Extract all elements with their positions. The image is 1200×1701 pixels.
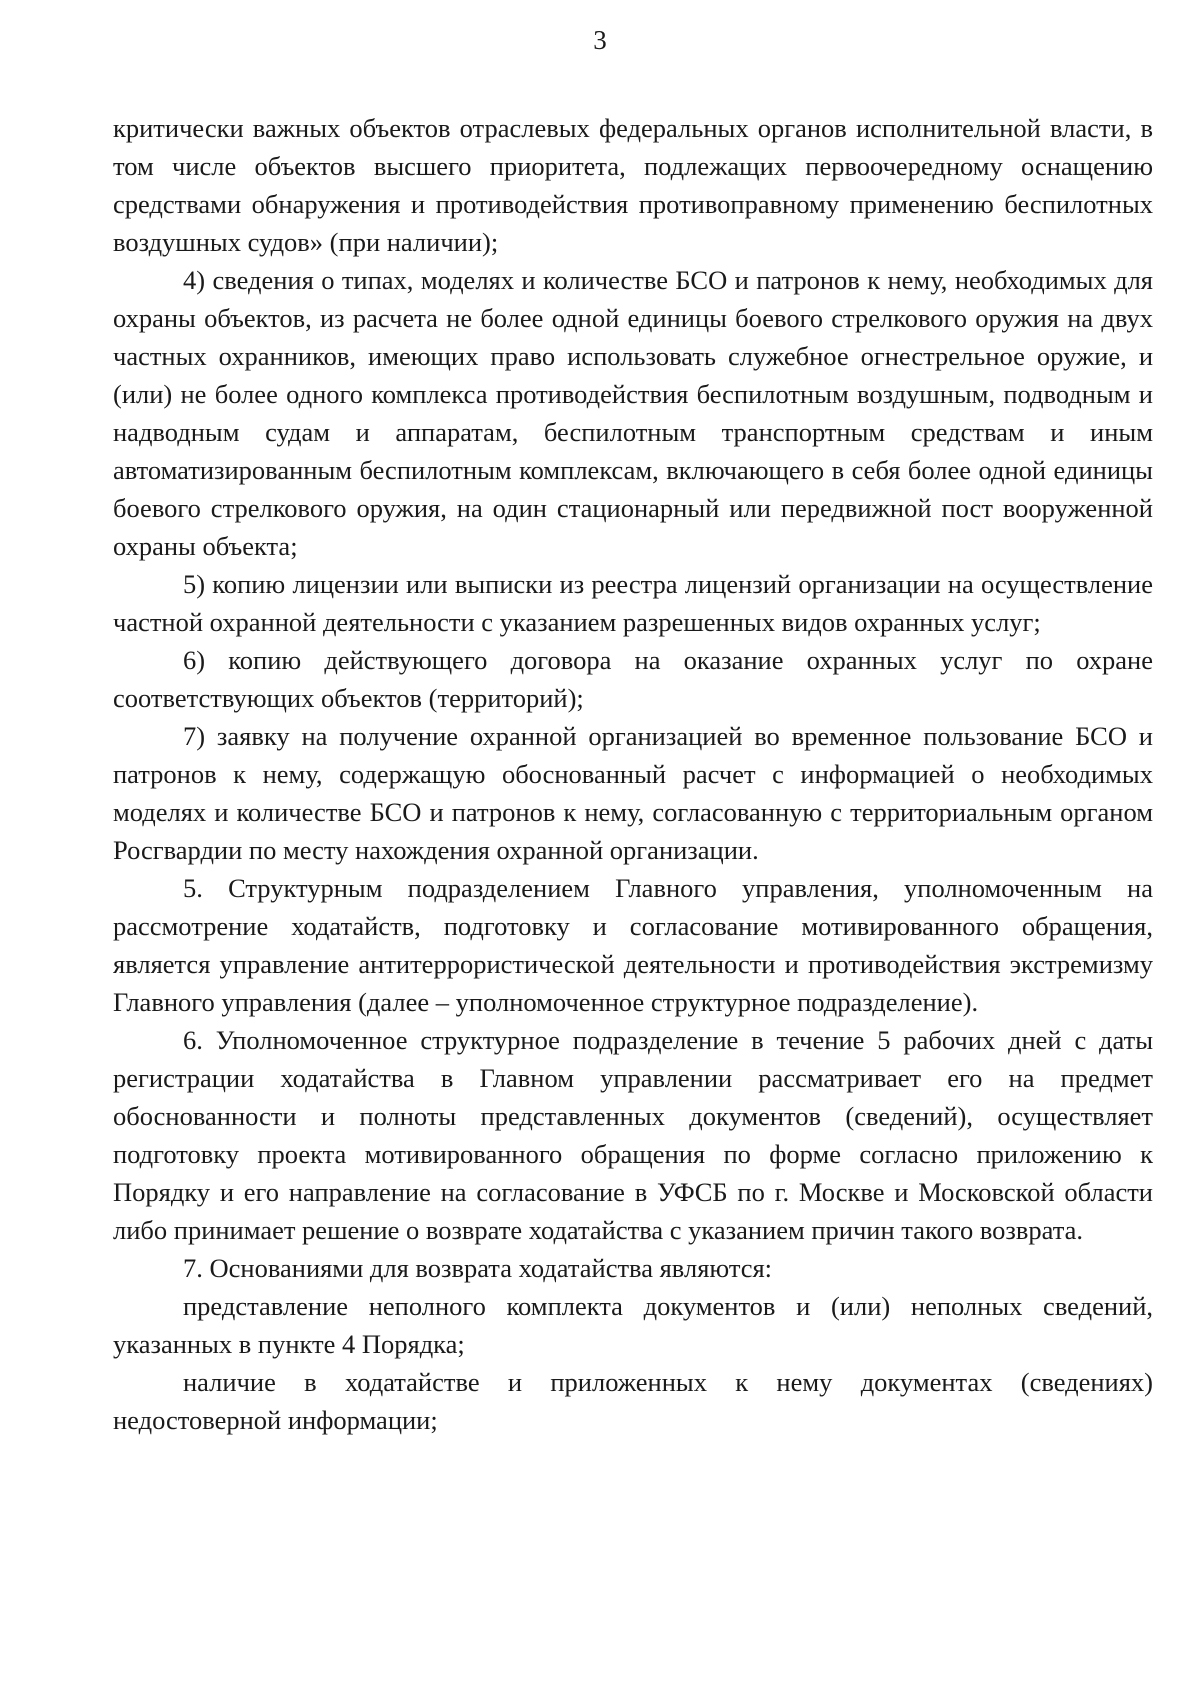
paragraph-clause-6: 6. Уполномоченное структурное подразделение в течение 5 рабочих дней с даты регистрации ходатайства в Главном управлении рассматривает его на предмет обоснованности и полноты представленных документов (сведений), осуществляет подготовку проекта мотивированного обращения по форме согласно приложению к Порядку и его направление на согласование в УФСБ по г. Москве и Московской области либо принимает решение о возврате ходатайства с указанием причин такого возврата.	[113, 1025, 1153, 1245]
page-number: 3	[593, 25, 607, 55]
paragraph-item-6: 6) копию действующего договора на оказание охранных услуг по охране соответствующих объектов (территорий);	[113, 645, 1153, 713]
paragraph-item-7: 7) заявку на получение охранной организацией во временное пользование БСО и патронов к нему, содержащую обоснованный расчет с информацией о необходимых моделях и количестве БСО и патронов к нему, согласованную с территориальным органом Росгвардии по месту нахождения охранной организации.	[113, 721, 1153, 865]
paragraph-clause-5: 5. Структурным подразделением Главного управления, уполномоченным на рассмотрение ходатайств, подготовку и согласование мотивированного обращения, является управление антитеррористической деятельности и противодействия экстремизму Главного управления (далее – уполномоченное структурное подразделение).	[113, 873, 1153, 1017]
paragraph-return-ground-1: представление неполного комплекта документов и (или) неполных сведений, указанных в пункте 4 Порядка;	[113, 1291, 1153, 1359]
document-body	[113, 109, 1153, 1439]
paragraph-return-ground-2: наличие в ходатайстве и приложенных к нему документах (сведениях) недостоверной информации;	[113, 1367, 1153, 1435]
paragraph-item-5: 5) копию лицензии или выписки из реестра лицензий организации на осуществление частной охранной деятельности с указанием разрешенных видов охранных услуг;	[113, 569, 1153, 637]
paragraph-continuation: критически важных объектов отраслевых федеральных органов исполнительной власти, в том числе объектов высшего приоритета, подлежащих первоочередному оснащению средствами обнаружения и противодействия противоправному применению беспилотных воздушных судов» (при наличии);	[113, 113, 1153, 257]
paragraph-item-4: 4) сведения о типах, моделях и количестве БСО и патронов к нему, необходимых для охраны объектов, из расчета не более одной единицы боевого стрелкового оружия на двух частных охранников, имеющих право использовать служебное огнестрельное оружие, и (или) не более одного комплекса противодействия беспилотным воздушным, подводным и надводным судам и аппаратам, беспилотным транспортным средствам и иным автоматизированным беспилотным комплексам, включающего в себя более одной единицы боевого стрелкового оружия, на один стационарный или передвижной пост вооруженной охраны объекта;	[113, 265, 1153, 561]
paragraph-clause-7: 7. Основаниями для возврата ходатайства являются:	[183, 1253, 773, 1283]
